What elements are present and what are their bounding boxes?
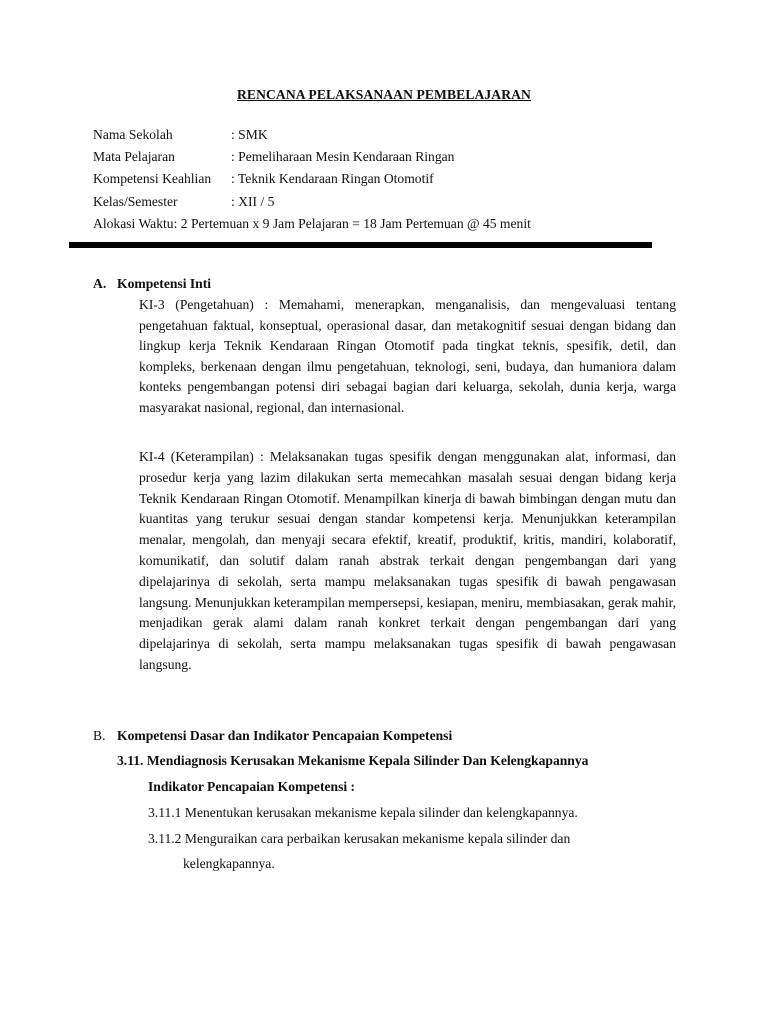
identity-block	[93, 124, 531, 235]
section-b-title: Kompetensi Dasar dan Indikator Pencapaian Kompetensi	[117, 728, 453, 743]
info-label: Kompetensi Keahlian	[93, 171, 212, 187]
info-row-alokasi-waktu: Alokasi Waktu: 2 Pertemuan x 9 Jam Pelajaran = 18 Jam Pertemuan @ 45 menit	[93, 215, 531, 231]
indicator-item	[148, 800, 676, 825]
section-b-heading	[93, 728, 452, 744]
info-value: : Pemeliharaan Mesin Kendaraan Ringan	[231, 149, 455, 165]
section-a-title: Kompetensi Inti	[117, 276, 212, 291]
document-title: RENCANA PELAKSANAAN PEMBELAJARAN	[237, 87, 531, 102]
indicator-text: 3.11.1 Menentukan kerusakan mekanisme kepala silinder dan kelengkapannya.	[148, 805, 578, 820]
indicator-text: 3.11.2 Menguraikan cara perbaikan kerusakan mekanisme kepala silinder dan	[148, 831, 571, 846]
ki4-paragraph: KI-4 (Keterampilan) : Melaksanakan tugas spesifik dengan menggunakan alat, informasi, dan prosedur kerja yang lazim dilakukan serta memecahkan masalah sesuai dengan bidang kerja Teknik Kendaraan Ringan Otomotif. Menampilkan kinerja di bawah bimbingan dengan mutu dan kuantitas yang terukur sesuai dengan standar kompetensi kerja. Menunjukkan keterampilan menalar, mengolah, dan menyaji secara efektif, kreatif, produktif, kritis, mandiri, kolaboratif, komunikatif, dan solutif dalam ranah abstrak terkait dengan pengembangan dari yang dipelajarinya di sekolah, serta mampu melaksanakan tugas spesifik di bawah pengawasan langsung. Menunjukkan keterampilan mempersepsi, kesiapan, meniru, membiasakan, gerak mahir, menjadikan gerak alami dalam ranah konkret terkait dengan pengembangan dari yang dipelajarinya di sekolah, serta mampu melaksanakan tugas spesifik di bawah pengawasan langsung.	[139, 449, 677, 672]
kd-heading: 3.11. Mendiagnosis Kerusakan Mekanisme Kepala Silinder Dan Kelengkapannya	[117, 753, 589, 768]
info-row-kompetensi-keahlian	[93, 168, 531, 190]
ki3-paragraph: KI-3 (Pengetahuan) : Memahami, menerapkan, menganalisis, dan mengevaluasi tentang pengetahuan faktual, konseptual, operasional dasar, dan metakognitif sesuai dengan bidang dan lingkup kerja Teknik Kendaraan Ringan Otomotif pada tingkat teknis, spesifik, detil, dan kompleks, berkenaan dengan ilmu pengetahuan, teknologi, seni, budaya, dan humaniora dalam konteks pengembangan potensi diri sebagai bagian dari keluarga, sekolah, dunia kerja, warga masyarakat nasional, regional, dan internasional.	[139, 297, 676, 415]
indicator-item	[148, 826, 676, 876]
info-value: : Teknik Kendaraan Ringan Otomotif	[231, 171, 434, 187]
info-label: Nama Sekolah	[93, 127, 173, 142]
info-label: Mata Pelajaran	[93, 149, 175, 165]
info-row-nama-sekolah	[93, 124, 531, 146]
info-value: : XII / 5	[231, 193, 275, 209]
section-a-heading	[93, 276, 211, 292]
info-value: : SMK	[231, 127, 268, 142]
indicator-text-continuation: kelengkapannya.	[183, 856, 275, 871]
header-divider	[69, 242, 652, 248]
section-b-letter: B.	[93, 728, 106, 743]
info-label: Kelas/Semester	[93, 193, 178, 209]
ipk-heading: Indikator Pencapaian Kompetensi :	[148, 779, 356, 794]
info-row-kelas-semester	[93, 191, 531, 213]
info-row-mata-pelajaran	[93, 146, 531, 168]
section-a-letter: A.	[93, 276, 107, 291]
